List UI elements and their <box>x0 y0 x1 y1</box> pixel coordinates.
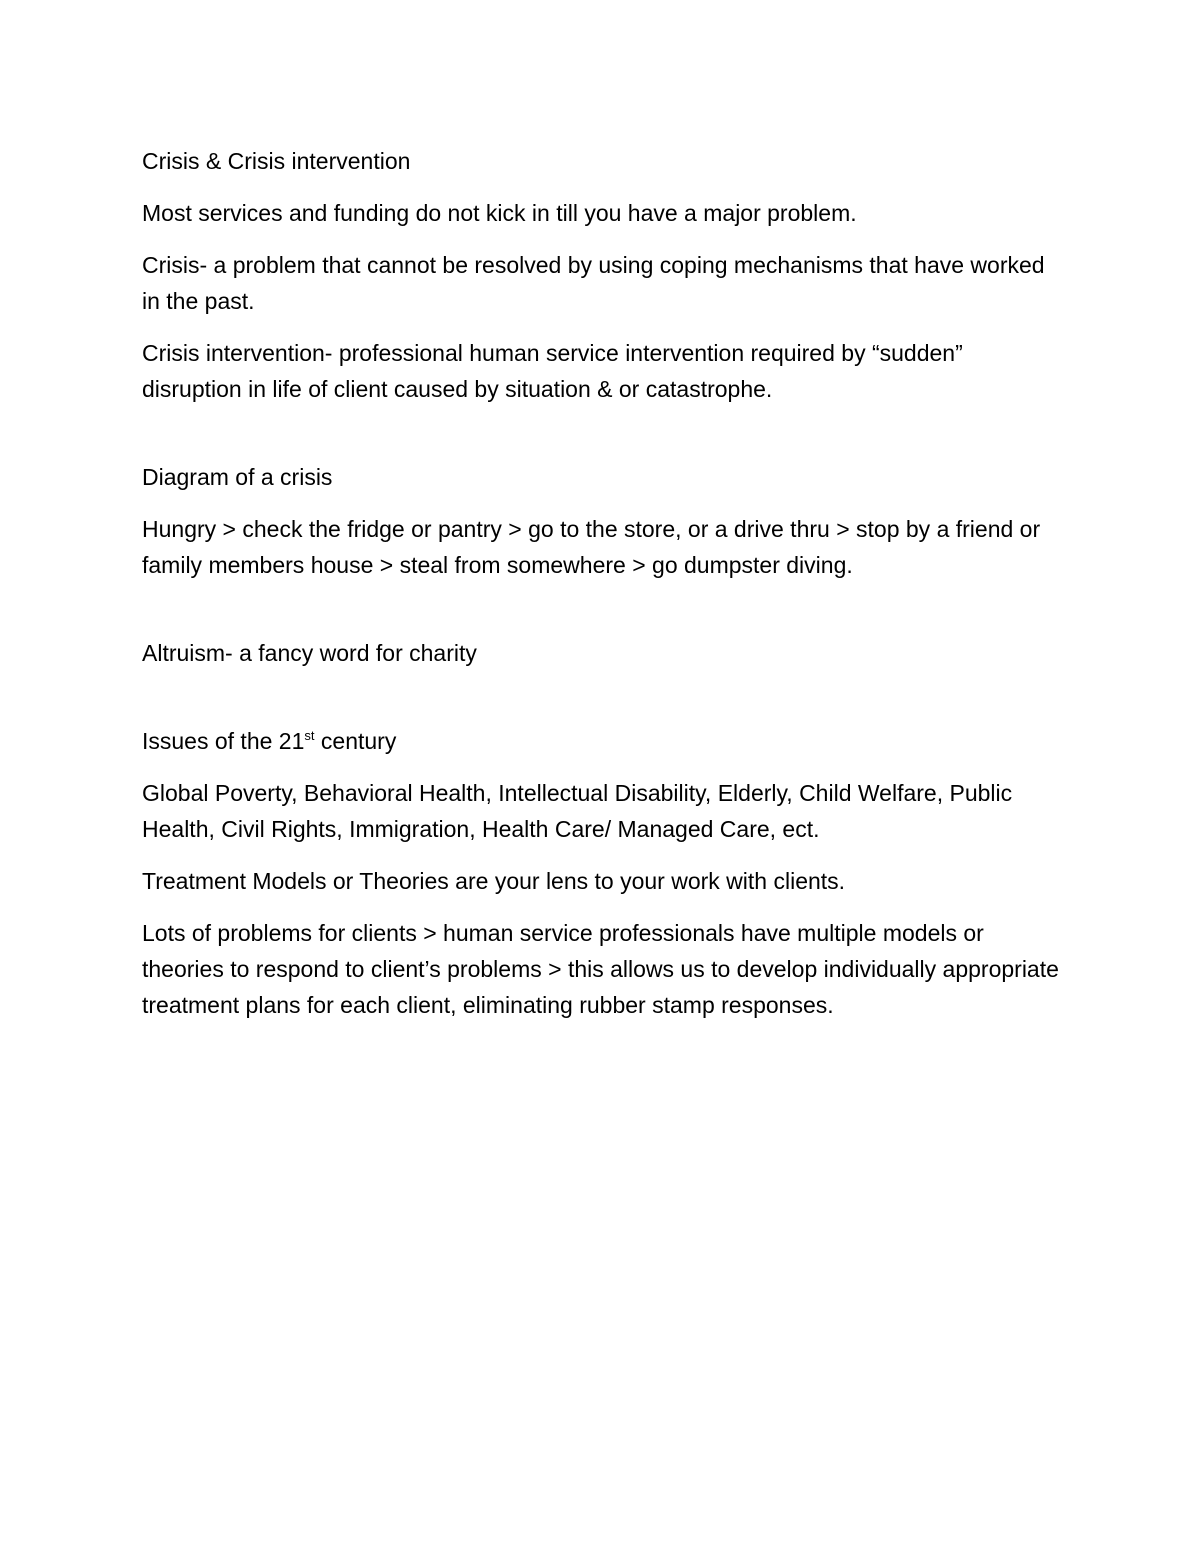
issues-heading-suffix: century <box>314 728 397 754</box>
heading-diagram-of-a-crisis: Diagram of a crisis <box>142 464 333 490</box>
heading-crisis-intervention: Crisis & Crisis intervention <box>142 148 411 174</box>
paragraph-crisis-definition: Crisis- a problem that cannot be resolved by using coping mechanisms that have worked in the past. <box>142 252 1045 314</box>
paragraph-altruism-definition: Altruism- a fancy word for charity <box>142 640 477 666</box>
paragraph-treatment-models: Treatment Models or Theories are your lens to your work with clients. <box>142 868 846 894</box>
paragraph-issues-list: Global Poverty, Behavioral Health, Intellectual Disability, Elderly, Child Welfare, Public Health, Civil Rights, Immigration, Health Care/ Managed Care, ect. <box>142 780 1013 842</box>
paragraph-hungry-diagram: Hungry > check the fridge or pantry > go to the store, or a drive thru > stop by a friend or family members house > steal from somewhere > go dumpster diving. <box>142 516 1041 578</box>
issues-heading-text: Issues of the 21 <box>142 728 305 754</box>
paragraph-crisis-intervention-definition: Crisis intervention- professional human service intervention required by “sudden” disruption in life of client caused by situation & or catastrophe. <box>142 340 963 402</box>
issues-heading-superscript: st <box>304 728 315 743</box>
paragraph-services-funding: Most services and funding do not kick in till you have a major problem. <box>142 200 857 226</box>
paragraph-lots-of-problems: Lots of problems for clients > human service professionals have multiple models or theories to respond to client’s problems > this allows us to develop individually appropriate treatment plans for each client, eliminating rubber stamp responses. <box>142 920 1059 1018</box>
document-body <box>142 143 1062 1039</box>
heading-issues-21st-century <box>142 723 1062 759</box>
